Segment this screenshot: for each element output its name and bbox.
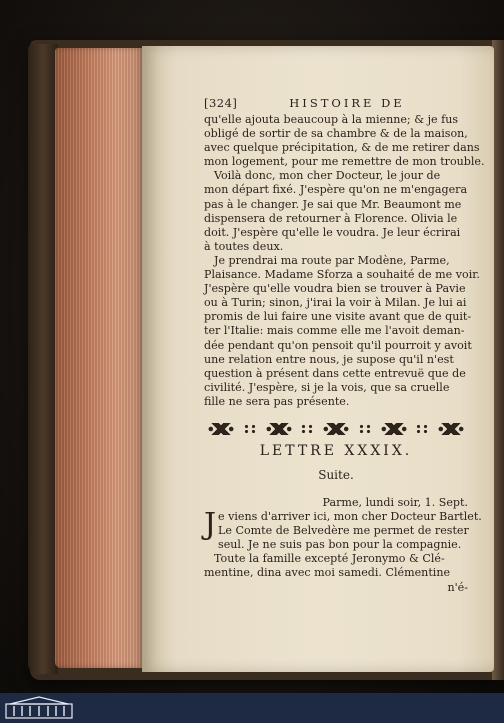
ornament-knot xyxy=(434,423,468,435)
text-line: mentine, dina avec moi samedi. Clémentine xyxy=(204,566,451,580)
ornament-dots xyxy=(300,424,314,434)
text-line: promis de lui faire une visite avant que de quit- xyxy=(204,310,472,324)
letter-title: LETTRE XXXIX. xyxy=(259,442,413,459)
text-line: fille ne sera pas présente. xyxy=(204,394,350,408)
drop-cap: J xyxy=(204,507,217,543)
ornament-knot xyxy=(262,423,296,435)
page-text xyxy=(204,96,485,595)
text-line: e viens d'arriver ici, mon cher Docteur Bartlet. xyxy=(218,510,482,524)
text-line: avec quelque précipitation, & de me retirer dans xyxy=(204,141,480,155)
text-line: dée pendant qu'on pensoit qu'il pourroit y avoit xyxy=(204,338,472,352)
ornament-dots xyxy=(415,424,429,434)
catchword: n'é- xyxy=(447,580,468,594)
text-line: dispensera de retourner à Florence. Olivia le xyxy=(204,211,458,225)
text-line: doit. J'espère qu'elle le voudra. Je leur écrirai xyxy=(204,225,461,239)
letter-paragraph xyxy=(204,507,482,580)
text-line: pas à le changer. Je sai que Mr. Beaumont me xyxy=(204,197,462,211)
page-number: [324] xyxy=(204,96,238,110)
ornament-knot xyxy=(377,423,411,435)
paragraph-1 xyxy=(204,113,485,409)
letter-subtitle: Suite. xyxy=(318,467,354,482)
running-head xyxy=(204,96,468,112)
ornament-knot xyxy=(319,423,353,435)
ornament-dots xyxy=(243,424,257,434)
page-edges xyxy=(55,48,143,668)
ornament-dots xyxy=(358,424,372,434)
text-line: question à présent dans cette entrevuë que de xyxy=(204,366,466,380)
text-line: ou à Turin; sinon, j'irai la voir à Milan. Je lui ai xyxy=(204,296,467,310)
dateline: Parme, lundi soir, 1. Sept. xyxy=(322,495,468,509)
footer-bar xyxy=(0,693,504,723)
text-line: Voilà donc, mon cher Docteur, le jour de xyxy=(214,169,441,183)
library-building-logo xyxy=(4,696,74,720)
text-line: à toutes deux. xyxy=(204,239,284,253)
text-line: qu'elle ajouta beaucoup à la mienne; & je fus xyxy=(204,113,459,126)
text-line: ter l'Italie: mais comme elle me l'avoit deman- xyxy=(204,324,465,338)
running-title: HISTOIRE DE xyxy=(289,96,405,110)
text-line: mon départ fixé. J'espère qu'on ne m'engagera xyxy=(204,183,468,197)
text-line: une relation entre nous, je supose qu'il n'est xyxy=(204,352,454,366)
ornament-knot xyxy=(204,423,238,435)
text-line: Plaisance. Madame Sforza a souhaité de me voir. xyxy=(204,268,480,282)
text-line: mon logement, pour me remettre de mon trouble. xyxy=(204,155,485,169)
ornamental-divider xyxy=(204,422,468,436)
text-line: civilité. J'espère, si je la vois, que sa cruelle xyxy=(204,380,450,394)
text-line: seul. Je ne suis pas bon pour la compagnie. xyxy=(218,538,462,552)
text-line: obligé de sortir de sa chambre & de la maison, xyxy=(204,127,468,141)
text-line: Je prendrai ma route par Modène, Parme, xyxy=(214,253,450,267)
text-line: J'espère qu'elle voudra bien se trouver à Pavie xyxy=(204,282,466,296)
text-line: Toute la famille excepté Jeronymo & Clé- xyxy=(214,552,445,566)
book-spine xyxy=(28,44,58,674)
text-line: Le Comte de Belvedère me permet de rester xyxy=(218,524,469,538)
